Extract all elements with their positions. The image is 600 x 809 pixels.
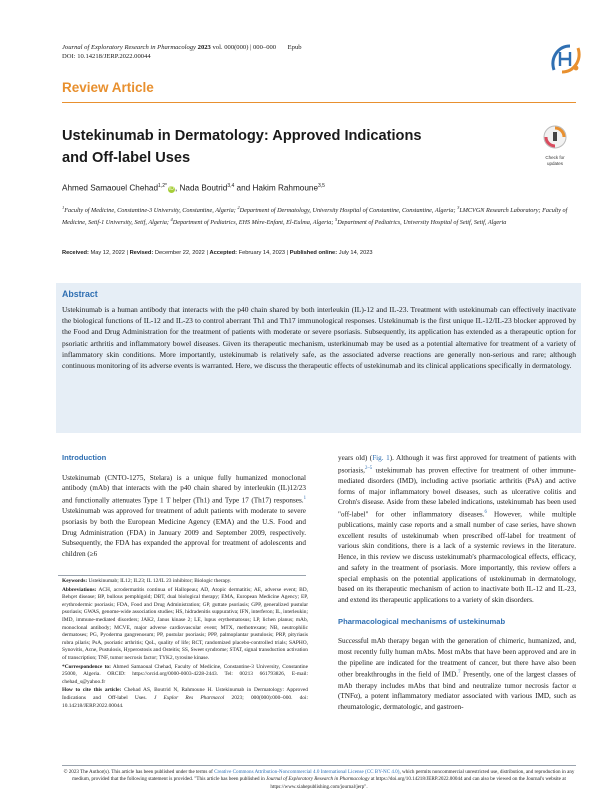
keywords-block	[62, 578, 308, 710]
affil-text: Department of Pediatrics, University Hospital of Setif, Setif, Algeria	[337, 219, 507, 227]
citation-link[interactable]: 6	[484, 509, 487, 515]
right-column	[338, 453, 576, 713]
cite-label: How to cite this article:	[62, 687, 122, 694]
cite-text: Chehad AS, Boutrid N, Rahmoune H. Ustekinumab in Dermatology: Approved Indications and Off-label Uses.	[62, 687, 308, 701]
affil-sup: 2	[237, 205, 240, 210]
footer-text: , which permits noncommercial unrestricted use, distribution, and reproduction in any medium, provided that the following statement is provided. "This article has been published in	[72, 769, 575, 783]
affil-text: Faculty of Medicine, Constantine-3 University, Constantine, Algeria;	[64, 207, 238, 215]
body-text: years old) (	[338, 454, 373, 462]
affil-text: Department of Dermatology, University Hospital of Constantine, Constantine, Algeria;	[239, 207, 458, 215]
title-line-1: Ustekinumab in Dermatology: Approved Indications	[62, 128, 422, 144]
published-label: Published online:	[289, 250, 338, 256]
pharmacology-section	[338, 617, 576, 713]
published-date: July 14, 2023	[338, 250, 373, 256]
cite-end: 2023; 000(000):000–000. doi: 10.14218/JERP.2022.00044.	[62, 694, 308, 709]
affil-sup: 3	[457, 205, 460, 210]
affiliations	[62, 203, 574, 227]
footer-text: at https://doi.org/10.14218/JERP.2022.00044 and can also be viewed on the Journal's website at https://www.xiahepublishing.com/journal/jerp".	[270, 776, 566, 790]
citation-link[interactable]: 1	[303, 496, 306, 502]
license-footer	[62, 769, 576, 791]
header-divider	[62, 102, 576, 103]
introduction-heading: Introduction	[62, 453, 107, 462]
abstract-text: Ustekinumab is a human antibody that interacts with the p40 chain shared by both interleukin (IL)-12 and IL-23. Treatment with ustekinumab can effectively inactivate the biological functions of IL-12 and IL-23 to control aberrant Th1 and Th17 immunological responses. Ustekinumab is the first unique IL-12/IL-23 blocker approved by the Food and Drug Administration for the treatment of patients with moderate or severe psoriasis. Subsequently, its application has extended as a therapeutic option for psoriatic arthritis and inflammatory bowel diseases. Given its therapeutic mechanism, usterkinumab may be used as a potential alternative for treatment of a variety of inflammatory skin conditions. More importantly, ustekinumab is relatively safe, as the associated adverse reactions are generally non-serious and rare; although continuous monitoring of its adverse events is warranted. Here, we discuss the therapeutic effects of ustekinumab and its clinical applications specifically in dermatology.	[62, 305, 576, 371]
cite-journal: J Explor Res Pharmacol	[153, 694, 225, 701]
author-name: Ahmed Samaouel Chehad	[62, 183, 159, 193]
abbreviations-label: Abbreviations:	[62, 586, 97, 593]
title-line-2: and Off-label Uses	[62, 150, 191, 166]
accepted-date: February 14, 2023	[238, 250, 286, 256]
article-title	[62, 125, 502, 169]
pharmacology-heading: Pharmacological mechanisms of ustekinumab	[338, 616, 506, 626]
affil-sup: 1	[62, 205, 65, 210]
footer-divider	[62, 765, 576, 766]
correspondence-text: Ahmed Samaoual Chehad, Faculty of Medicine, Constantine-3 University, Constantine 25000, Algeria. ORCID: https://orcid.org/0000-0003-4228-2443. Tel: 00213 661793826, E-mail: chehad_s@yahoo.fr	[62, 663, 308, 685]
citation-link[interactable]: 2–5	[364, 465, 373, 471]
keywords-label: Keywords:	[62, 578, 88, 584]
check-for-updates-badge[interactable]	[537, 124, 573, 166]
epub-label: Epub	[287, 44, 302, 51]
author-list	[62, 183, 325, 193]
footer-journal: Journal of Exploratory Research in Pharmacology	[266, 776, 370, 783]
correspondence	[62, 664, 308, 687]
introduction-section	[62, 453, 306, 560]
article-type: Review Article	[62, 80, 154, 95]
figure-link[interactable]: Fig. 1	[372, 454, 390, 462]
body-text: ustekinumab has proven effective for treatment of other immune-mediated disorders (IMD), including active psoriatic arthritis (PsA) and active forms of major inflammatory bowel diseases, such as ulcerative colitis and Crohn's disease. Aside from these labeled indications, ustekinumab has been used "off-label" for other inflammatory diseases.	[338, 466, 576, 519]
body-text: ). Although it was first approved for treatment of patients with psoriasis,	[338, 454, 576, 475]
orcid-icon[interactable]: iD	[169, 185, 174, 192]
abbreviations-text: ACH, acrodermatitis continua of Hallopeau; AD, Atopic dermatitis; AE, adverse event; BD, Behçet disease; BP, bullous pemphigoid; DBT, dual biological therapy; EMA, European Medicine Agency; EP, erythrodermic psoriasis; FDA, Food and Drug Administration; GP, guttate psoriasis; GPP, generalized pustular psoriasis; GWAS, genome-wide association studies; HS, hidradenitis suppurativa; IFN, interferon; IL, interleukin; IMD, immune-mediated disorders; JAK2, Janus kinase 2; LE, lupus erythematosus; LP, lichen planus; mAb, monoclonal antibody; MCVE, major adverse cardiovascular event; MTX, methotrexate; NB, neutrophilic dermatoses; PG, Pyoderma gangrenosum; PP, pustular psoriasis; PPP, palmoplantar pustulosis; PRP, pityriasis rubra pilaris; PsA, psoriatic arthritis; QoL, quality of life; RCT, randomized placebo-controlled trials; SAPHO, Synovitis, Acne, Pustulosis, Hyperostosis and Osteitis; SS, Sweet syndrome; STAT, signal transduction activation of transcription; TNF, tumor necrosis factor; TYK2, tyrosine kinase.	[62, 586, 308, 661]
intro-text: Ustekinumab was approved for treatment of adult patients with moderate to severe psoriasis by both the European Medicine Agency (EMA) and the U.S. Food and Drug Administration (FDA) in January 2009 and September 2009, respectively. Subsequently, the FDA has expanded the approval for treatment of adolescents and children (≥6	[62, 507, 306, 559]
keywords-line	[62, 578, 308, 586]
journal-name: Journal of Exploratory Research in Pharmacology	[62, 44, 196, 51]
article-dates: Received: May 12, 2022 | Revised: December 22, 2022 | Accepted: February 14, 2023 | Published online: July 14, 2023	[62, 250, 373, 256]
affil-sup: 4	[170, 217, 173, 223]
revised-label: Revised:	[129, 250, 154, 256]
journal-volume: vol. 000(000) | 000–000	[212, 44, 277, 51]
received-date: May 12, 2022	[90, 250, 125, 256]
affil-text: LMCVGN Research Laboratory; Faculty of Medicine, Setif-1 University, Setif, Algeria;	[62, 207, 568, 227]
citation-link[interactable]: 7	[458, 670, 461, 676]
citation-info	[62, 687, 308, 710]
intro-continued-paragraph	[338, 453, 576, 606]
footer-text: © 2023 The Author(s). This article has been published under the terms of	[63, 769, 215, 775]
body-text: Presently, one of the largest classes of mAb therapy includes mAbs that bind and neutralize tumor necrosis factor α (TNFα), a potent inflammatory mediator associated with various IMD, such as rheumatologic, dermatologic, and gastroen-	[338, 670, 577, 711]
author-name: Hakim Rahmoune	[252, 183, 319, 193]
correspondence-label: *Correspondence to:	[62, 663, 111, 670]
body-text: However, while multiple publications, mainly case reports and a small number of case series, have shown excellent results of ustekinumab when prescribed off-label for treatment of various skin conditions, there is a lack of a systemic reviews in the literature. Hence, in this review we discuss ustekinumab's pharmacological effects, efficacy, and safety in the treatment of psoriasis. More importantly, this review offers a special emphasis on the potential applications of ustekinumab in dermatology, based on its therapeutic mechanism of action to inactivate both IL-12 and IL-23, and extend its therapeutic applications to a variety of skin disorders.	[338, 510, 576, 604]
keywords-divider	[58, 575, 306, 576]
license-link[interactable]: Creative Commons Attribution-Noncommercial 4.0 International License (CC BY-NC 4.0)	[214, 769, 400, 775]
abstract-heading: Abstract	[62, 289, 98, 299]
author-name: Nada Boutrid	[179, 183, 228, 193]
journal-header	[62, 43, 302, 61]
accepted-label: Accepted:	[209, 250, 237, 256]
check-updates-line2: updates	[546, 160, 563, 166]
affil-sup: 5	[334, 217, 338, 223]
author-sup: 3,5	[318, 183, 325, 189]
author-sup: 3,4	[227, 183, 235, 189]
journal-year: 2023	[197, 44, 211, 51]
body-text: Successful mAb therapy began with the generation of chimeric, humanized, and, most recently fully human mAbs. Most mAbs that have been approved and are in the pipeline are indicated for the treatment of cancer, but there have also been other breakthroughs in the field of IMD.	[338, 637, 576, 679]
author-sup: 1,2*	[158, 183, 167, 189]
journal-logo	[548, 40, 584, 78]
author-separator: and	[234, 183, 253, 193]
revised-date: December 22, 2022	[154, 250, 205, 256]
introduction-paragraph	[62, 473, 306, 560]
intro-text: Ustekinumab (CNTO-1275, Stelara) is a unique fully humanized monoclonal antibody (mAb) that interacts with the p40 chain shared by interleukin (IL)12/23 and functionally attenuates Type 1 T helper (Th1) and Type 17 (Th17) responses.	[62, 473, 306, 505]
author-separator: ,	[174, 183, 180, 193]
affil-text: Department of Pediatrics, EHS Mère-Enfant, El-Eulma, Algeria;	[172, 219, 335, 227]
abbreviations	[62, 587, 308, 663]
doi-link[interactable]: DOI: 10.14218/JERP.2022.00044	[62, 53, 151, 60]
keywords-text: Ustekinumab; IL12; IL23; IL 12/IL 23 inhibitor; Biologic therapy.	[87, 578, 232, 584]
received-label: Received:	[62, 250, 89, 256]
check-updates-line1: Check for	[545, 155, 565, 160]
check-updates-icon	[537, 124, 573, 150]
pharmacology-paragraph	[338, 636, 576, 712]
